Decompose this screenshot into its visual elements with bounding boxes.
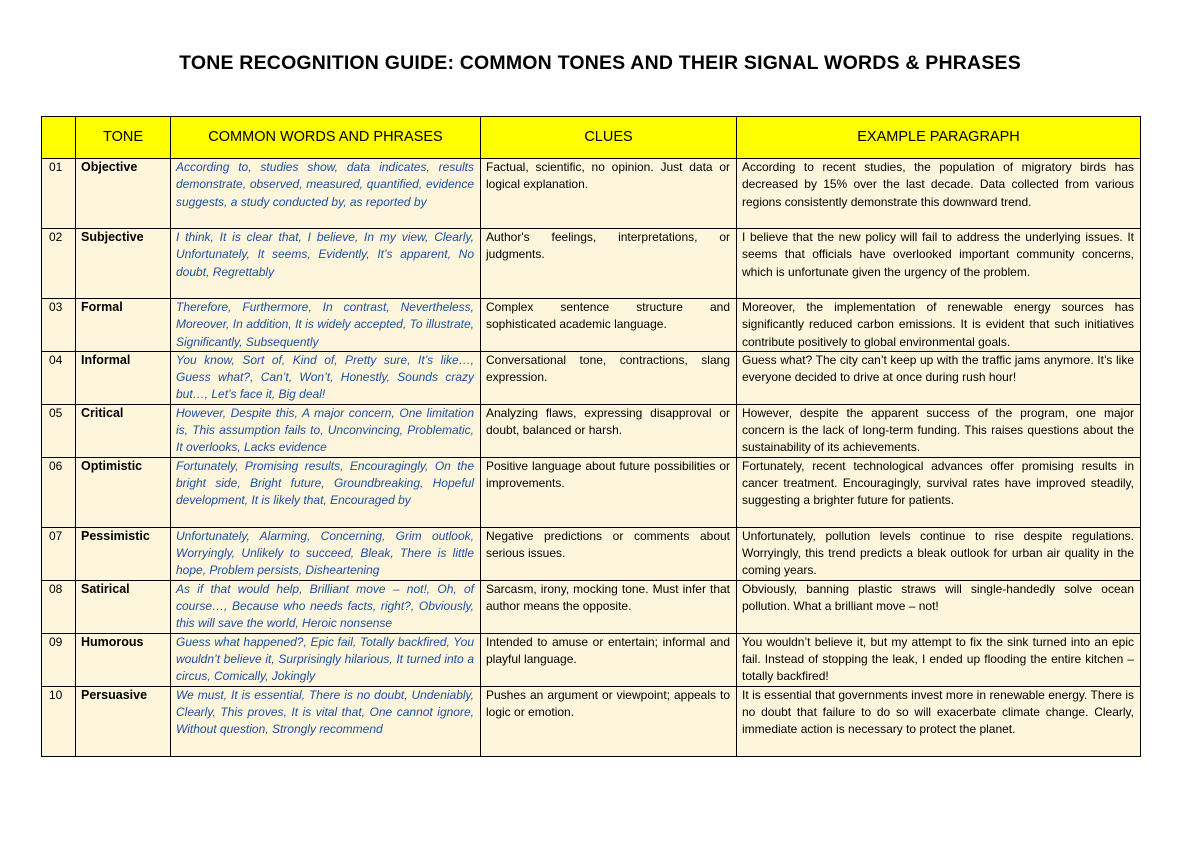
signal-words: As if that would help, Brilliant move – not!, Oh, of course…, Because who needs facts, right?, Obviously, this will save the world, Heroic nonsense: [171, 580, 481, 633]
row-number: 05: [42, 404, 76, 457]
row-number: 10: [42, 686, 76, 756]
tone-name: Informal: [76, 351, 171, 404]
signal-words: You know, Sort of, Kind of, Pretty sure, It’s like…, Guess what?, Can’t, Won’t, Honestly, Sounds crazy but…, Let’s face it, Big deal!: [171, 351, 481, 404]
header-words: COMMON WORDS AND PHRASES: [171, 117, 481, 159]
tone-name: Formal: [76, 299, 171, 352]
tone-name: Humorous: [76, 633, 171, 686]
header-tone: TONE: [76, 117, 171, 159]
tone-name: Satirical: [76, 580, 171, 633]
table-row: [42, 351, 1141, 404]
example-paragraph: It is essential that governments invest more in renewable energy. There is no doubt that failure to do so will exacerbate climate change. Clearly, immediate action is necessary to protect the planet.: [737, 686, 1141, 756]
row-number: 06: [42, 457, 76, 527]
signal-words: Unfortunately, Alarming, Concerning, Grim outlook, Worryingly, Unlikely to succeed, Bleak, There is little hope, Problem persists, Disheartening: [171, 527, 481, 580]
row-number: 04: [42, 351, 76, 404]
clues-text: Author's feelings, interpretations, or judgments.: [481, 229, 737, 299]
table-row: [42, 229, 1141, 299]
example-paragraph: You wouldn’t believe it, but my attempt to fix the sink turned into an epic fail. Instead of stopping the leak, I ended up flooding the entire kitchen – totally backfired!: [737, 633, 1141, 686]
header-number: [42, 117, 76, 159]
tone-name: Critical: [76, 404, 171, 457]
row-number: 03: [42, 299, 76, 352]
clues-text: Pushes an argument or viewpoint; appeals to logic or emotion.: [481, 686, 737, 756]
example-paragraph: According to recent studies, the population of migratory birds has decreased by 15% over the last decade. Data collected from various regions consistently demonstrate this downward trend.: [737, 159, 1141, 229]
clues-text: Analyzing flaws, expressing disapproval or doubt, balanced or harsh.: [481, 404, 737, 457]
table-row: [42, 633, 1141, 686]
table-row: [42, 404, 1141, 457]
clues-text: Negative predictions or comments about serious issues.: [481, 527, 737, 580]
example-paragraph: I believe that the new policy will fail to address the underlying issues. It seems that officials have overlooked important community concerns, which is unfortunate given the urgency of the problem.: [737, 229, 1141, 299]
tone-name: Subjective: [76, 229, 171, 299]
page-title: TONE RECOGNITION GUIDE: COMMON TONES AND THEIR SIGNAL WORDS & PHRASES: [179, 52, 1021, 74]
example-paragraph: Moreover, the implementation of renewable energy sources has significantly reduced carbon emissions. It is evident that such initiatives contribute positively to global environmental goals.: [737, 299, 1141, 352]
clues-text: Intended to amuse or entertain; informal and playful language.: [481, 633, 737, 686]
tone-name: Objective: [76, 159, 171, 229]
clues-text: Complex sentence structure and sophisticated academic language.: [481, 299, 737, 352]
table-row: [42, 159, 1141, 229]
table-row: [42, 580, 1141, 633]
signal-words: However, Despite this, A major concern, One limitation is, This assumption fails to, Unconvincing, Problematic, It overlooks, Lacks evidence: [171, 404, 481, 457]
example-paragraph: Guess what? The city can’t keep up with the traffic jams anymore. It’s like everyone decided to drive at once during rush hour!: [737, 351, 1141, 404]
signal-words: According to, studies show, data indicates, results demonstrate, observed, measured, quantified, evidence suggests, a study conducted by, as reported by: [171, 159, 481, 229]
signal-words: Fortunately, Promising results, Encouragingly, On the bright side, Bright future, Groundbreaking, Hopeful development, It is likely that, Encouraged by: [171, 457, 481, 527]
signal-words: Therefore, Furthermore, In contrast, Nevertheless, Moreover, In addition, It is widely accepted, To illustrate, Significantly, Subsequently: [171, 299, 481, 352]
header-row: [42, 117, 1141, 159]
header-clues: CLUES: [481, 117, 737, 159]
clues-text: Sarcasm, irony, mocking tone. Must infer that author means the opposite.: [481, 580, 737, 633]
row-number: 08: [42, 580, 76, 633]
row-number: 09: [42, 633, 76, 686]
header-example: EXAMPLE PARAGRAPH: [737, 117, 1141, 159]
table-row: [42, 527, 1141, 580]
signal-words: Guess what happened?, Epic fail, Totally backfired, You wouldn’t believe it, Surprisingly hilarious, It turned into a circus, Comically, Jokingly: [171, 633, 481, 686]
row-number: 01: [42, 159, 76, 229]
tone-name: Pessimistic: [76, 527, 171, 580]
example-paragraph: However, despite the apparent success of the program, one major concern is the lack of long-term funding. This raises questions about the sustainability of its achievements.: [737, 404, 1141, 457]
row-number: 02: [42, 229, 76, 299]
table-row: [42, 686, 1141, 756]
row-number: 07: [42, 527, 76, 580]
tone-table: [41, 116, 1141, 757]
example-paragraph: Unfortunately, pollution levels continue to rise despite regulations. Worryingly, this trend predicts a bleak outlook for urban air quality in the coming years.: [737, 527, 1141, 580]
example-paragraph: Obviously, banning plastic straws will single-handedly solve ocean pollution. What a brilliant move – not!: [737, 580, 1141, 633]
tone-name: Persuasive: [76, 686, 171, 756]
signal-words: I think, It is clear that, I believe, In my view, Clearly, Unfortunately, It seems, Evidently, It’s apparent, No doubt, Regrettably: [171, 229, 481, 299]
tone-name: Optimistic: [76, 457, 171, 527]
clues-text: Conversational tone, contractions, slang expression.: [481, 351, 737, 404]
example-paragraph: Fortunately, recent technological advances offer promising results in cancer treatment. Encouragingly, survival rates have improved steadily, suggesting a brighter future for patients.: [737, 457, 1141, 527]
clues-text: Positive language about future possibilities or improvements.: [481, 457, 737, 527]
clues-text: Factual, scientific, no opinion. Just data or logical explanation.: [481, 159, 737, 229]
signal-words: We must, It is essential, There is no doubt, Undeniably, Clearly, This proves, It is vital that, One cannot ignore, Without question, Strongly recommend: [171, 686, 481, 756]
table-row: [42, 457, 1141, 527]
table-row: [42, 299, 1141, 352]
